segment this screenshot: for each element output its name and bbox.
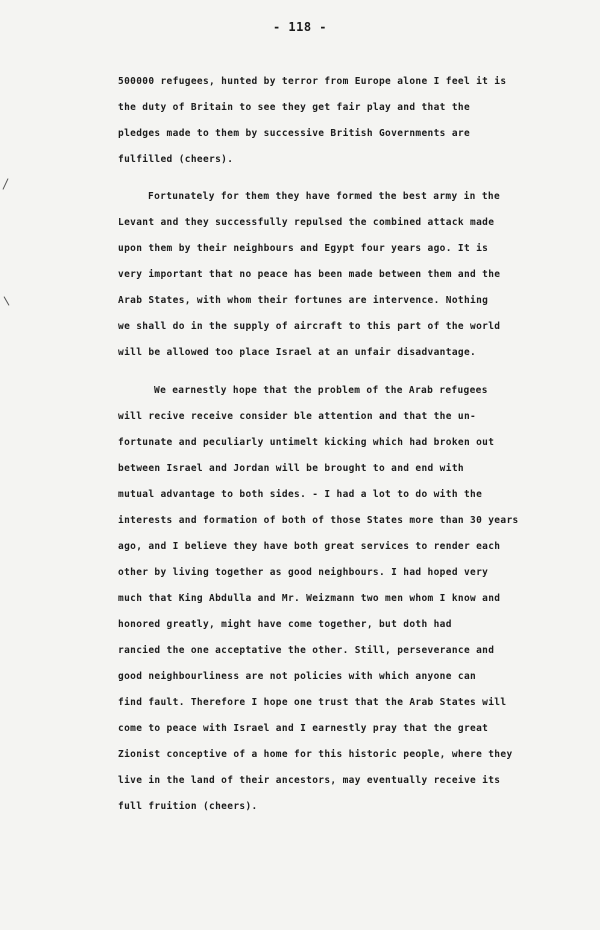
document-line: very important that no peace has been made between them and the xyxy=(118,269,501,280)
document-line: will recive receive consider ble attention and that the un- xyxy=(118,411,477,422)
document-line: live in the land of their ancestors, may eventually receive its xyxy=(118,775,501,786)
document-line: pledges made to them by successive British Governments are xyxy=(118,128,471,139)
document-line: fortunate and peculiarly untimelt kicking which had broken out xyxy=(118,437,495,448)
document-line: honored greatly, might have come together, but doth had xyxy=(118,619,452,630)
document-line: mutual advantage to both sides. - I had a lot to do with the xyxy=(118,489,483,500)
document-line: other by living together as good neighbours. I had hoped very xyxy=(118,567,489,578)
document-line: upon them by their neighbours and Egypt four years ago. It is xyxy=(118,243,489,254)
document-line: 500000 refugees, hunted by terror from Europe alone I feel it is xyxy=(118,76,507,87)
document-line: ago, and I believe they have both great services to render each xyxy=(118,541,501,552)
document-line: come to peace with Israel and I earnestly pray that the great xyxy=(118,723,489,734)
document-line: much that King Abdulla and Mr. Weizmann two men whom I know and xyxy=(118,593,501,604)
document-line: Zionist conceptive of a home for this historic people, where they xyxy=(118,749,513,760)
page-number: - 118 - xyxy=(272,20,328,34)
left-margin-mark xyxy=(4,296,10,305)
document-line: full fruition (cheers). xyxy=(118,801,258,812)
document-line: Levant and they successfully repulsed the combined attack made xyxy=(118,217,495,228)
document-line: Arab States, with whom their fortunes are intervence. Nothing xyxy=(118,295,489,306)
document-line: We earnestly hope that the problem of the Arab refugees xyxy=(154,385,488,396)
document-line: good neighbourliness are not policies with which anyone can xyxy=(118,671,477,682)
left-margin-mark xyxy=(3,178,9,189)
document-line: will be allowed too place Israel at an unfair disadvantage. xyxy=(118,347,477,358)
document-line: rancied the one acceptative the other. Still, perseverance and xyxy=(118,645,495,656)
document-line: interests and formation of both of those States more than 30 years xyxy=(118,515,519,526)
document-line: between Israel and Jordan will be brought to and end with xyxy=(118,463,464,474)
document-line: we shall do in the supply of aircraft to this part of the world xyxy=(118,321,501,332)
document-line: the duty of Britain to see they get fair play and that the xyxy=(118,102,471,113)
document-line: find fault. Therefore I hope one trust that the Arab States will xyxy=(118,697,507,708)
document-line: Fortunately for them they have formed the best army in the xyxy=(148,191,501,202)
document-line: fulfilled (cheers). xyxy=(118,154,234,165)
